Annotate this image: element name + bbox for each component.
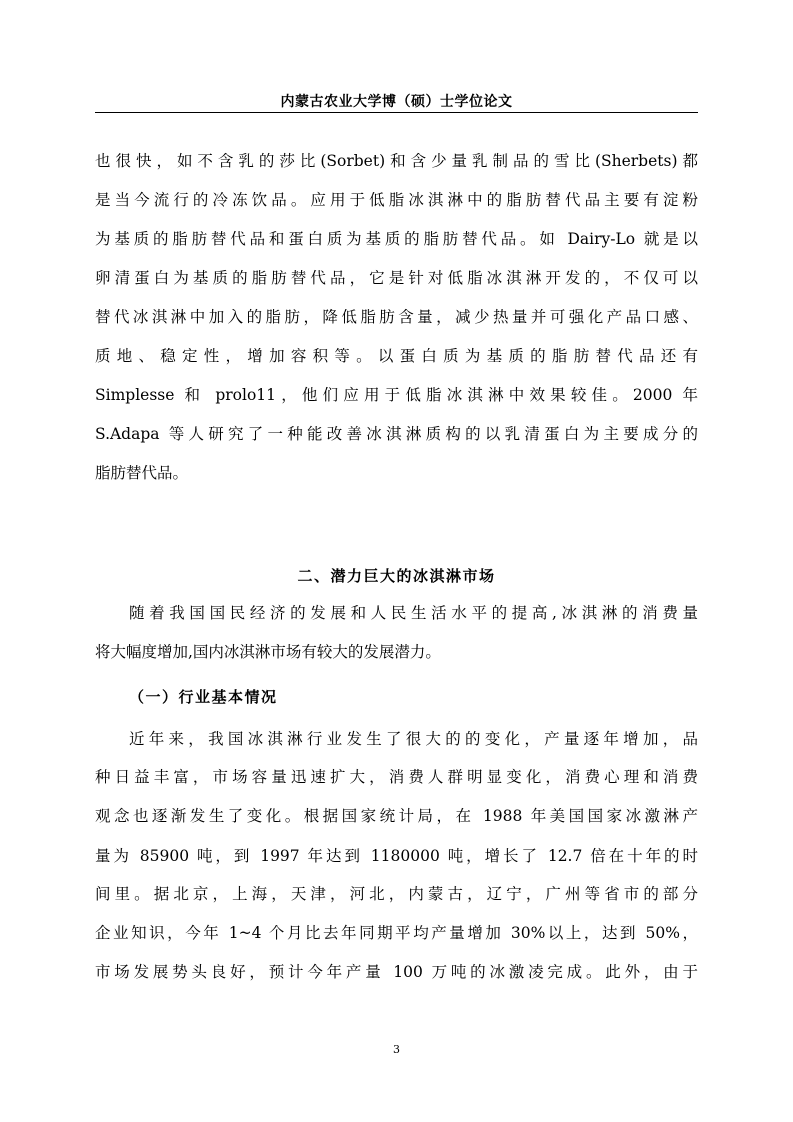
running-header: 内蒙古农业大学博（硕）士学位论文 [280,94,513,110]
body-text-line: 质地、稳定性，增加容积等。以蛋白质为基质的脂肪替代品还有 [95,347,698,365]
section-heading: 二、潜力巨大的冰淇淋市场 [297,567,496,585]
body-text-line: S.Adapa 等人研究了一种能改善冰淇淋质构的以乳清蛋白为主要成分的 [95,425,698,443]
body-text-line: 种日益丰富，市场容量迅速扩大，消费人群明显变化，消费心理和消费 [95,768,698,786]
body-text-line: 是当今流行的冷冻饮品。应用于低脂冰淇淋中的脂肪替代品主要有淀粉 [95,191,698,209]
body-text-line: 间里。据北京，上海，天津，河北，内蒙古，辽宁，广州等省市的部分 [95,885,698,903]
page-number: 3 [393,1043,400,1056]
body-text-line: 为基质的脂肪替代品和蛋白质为基质的脂肪替代品。如 Dairy-Lo 就是以 [95,230,698,248]
body-text-line: 卵清蛋白为基质的脂肪替代品，它是针对低脂冰淇淋开发的，不仅可以 [95,269,698,287]
body-text-line: 脂肪替代品。 [95,464,189,482]
body-text-line: 企业知识，今年 1~4 个月比去年同期平均产量增加 30%以上，达到 50%， [95,924,698,942]
body-text-line: 量为 85900 吨，到 1997 年达到 1180000 吨，增长了 12.7 倍在十年的时 [95,847,698,865]
body-text-line: 近年来，我国冰淇淋行业发生了很大的的变化，产量逐年增加，品 [129,730,698,748]
body-text-line: 随着我国国民经济的发展和人民生活水平的提高,冰淇淋的消费量 [129,604,698,622]
body-text-line: 将大幅度增加,国内冰淇淋市场有较大的发展潜力。 [95,643,441,661]
body-text-line: 替代冰淇淋中加入的脂肪，降低脂肪含量，减少热量并可强化产品口感、 [95,308,698,326]
subsection-heading: （一）行业基本情况 [129,688,278,706]
header-rule [95,112,698,113]
body-text-line: 市场发展势头良好，预计今年产量 100 万吨的冰激凌完成。此外，由于 [95,963,698,981]
body-text-line: 也很快，如不含乳的莎比(Sorbet)和含少量乳制品的雪比(Sherbets)都 [95,152,698,170]
body-text-line: Simplesse 和 prolo11，他们应用于低脂冰淇淋中效果较佳。2000 年 [95,386,698,404]
body-text-line: 观念也逐渐发生了变化。根据国家统计局，在 1988 年美国国家冰激淋产 [95,807,698,825]
